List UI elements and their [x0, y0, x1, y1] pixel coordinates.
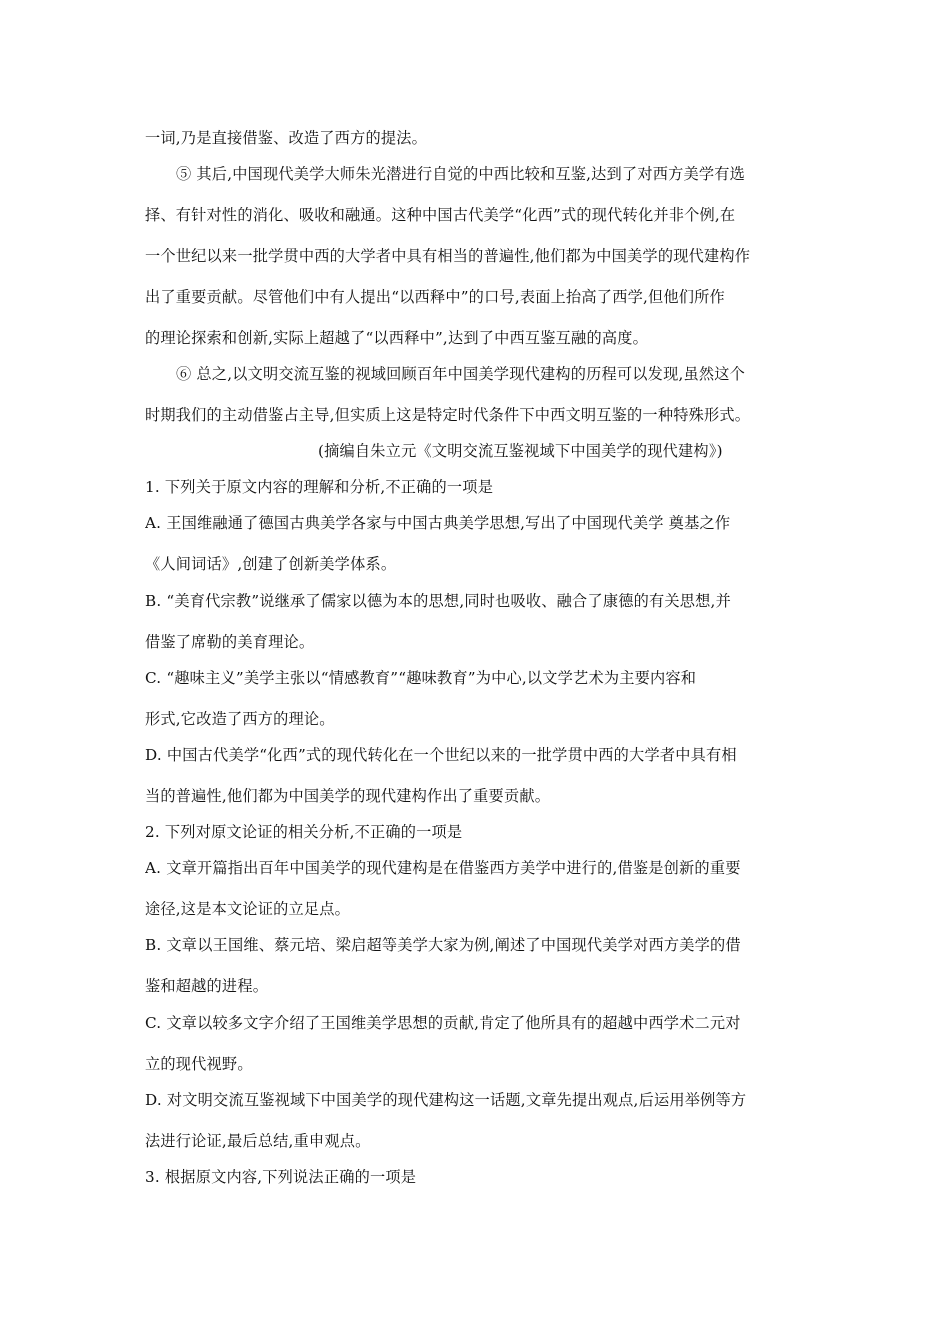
question-1-option-a: A. 王国维融通了德国古典美学各家与中国古典美学思想,写出了中国现代美学 奠基之作 [145, 514, 731, 532]
passage-line: 时期我们的主动借鉴占主导,但实质上这是特定时代条件下中西文明互鉴的一种特殊形式。 [145, 406, 751, 424]
passage-line: 的理论探索和创新,实际上超越了“以西释中”,达到了中西互鉴互融的高度。 [145, 329, 648, 347]
question-1-option-c-cont: 形式,它改造了西方的理论。 [145, 710, 335, 728]
question-1-stem: 1. 下列关于原文内容的理解和分析,不正确的一项是 [145, 478, 494, 496]
question-2-option-c: C. 文章以较多文字介绍了王国维美学思想的贡献,肯定了他所具有的超越中西学术二元对 [145, 1014, 741, 1032]
passage-line: 一个世纪以来一批学贯中西的大学者中具有相当的普遍性,他们都为中国美学的现代建构作 [145, 247, 751, 265]
question-1-option-d: D. 中国古代美学“化西”式的现代转化在一个世纪以来的一批学贯中西的大学者中具有相 [145, 746, 737, 764]
question-2-option-b: B. 文章以王国维、蔡元培、梁启超等美学大家为例,阐述了中国现代美学对西方美学的借 [145, 936, 741, 954]
source-citation: (摘编自朱立元《文明交流互鉴视域下中国美学的现代建构》) [318, 442, 723, 460]
question-2-stem: 2. 下列对原文论证的相关分析,不正确的一项是 [145, 823, 463, 841]
question-2-option-a-cont: 途径,这是本文论证的立足点。 [145, 900, 351, 918]
passage-line: 择、有针对性的消化、吸收和融通。这种中国古代美学“化西”式的现代转化并非个例,在 [145, 206, 736, 224]
question-1-option-a-cont: 《人间词话》,创建了创新美学体系。 [145, 555, 397, 573]
paragraph-5-line: ⑤ 其后,中国现代美学大师朱光潜进行自觉的中西比较和互鉴,达到了对西方美学有选 [176, 165, 746, 183]
question-2-option-d: D. 对文明交流互鉴视域下中国美学的现代建构这一话题,文章先提出观点,后运用举例等方 [145, 1091, 747, 1109]
question-3-stem: 3. 根据原文内容,下列说法正确的一项是 [145, 1168, 417, 1186]
question-2-option-a: A. 文章开篇指出百年中国美学的现代建构是在借鉴西方美学中进行的,借鉴是创新的重要 [145, 859, 741, 877]
question-1-option-b: B. “美育代宗教”说继承了儒家以德为本的思想,同时也吸收、融合了康德的有关思想,并 [145, 592, 731, 610]
paragraph-6-line: ⑥ 总之,以文明交流互鉴的视域回顾百年中国美学现代建构的历程可以发现,虽然这个 [176, 365, 746, 383]
passage-line: 一词,乃是直接借鉴、改造了西方的提法。 [145, 129, 428, 147]
question-1-option-d-cont: 当的普遍性,他们都为中国美学的现代建构作出了重要贡献。 [145, 787, 551, 805]
question-1-option-c: C. “趣味主义”美学主张以“情感教育”“趣味教育”为中心,以文学艺术为主要内容和 [145, 669, 697, 687]
question-2-option-c-cont: 立的现代视野。 [145, 1055, 253, 1073]
question-2-option-b-cont: 鉴和超越的进程。 [145, 977, 269, 995]
question-1-option-b-cont: 借鉴了席勒的美育理论。 [145, 633, 315, 651]
question-2-option-d-cont: 法进行论证,最后总结,重申观点。 [145, 1132, 371, 1150]
passage-line: 出了重要贡献。尽管他们中有人提出“以西释中”的口号,表面上抬高了西学,但他们所作 [145, 288, 725, 306]
